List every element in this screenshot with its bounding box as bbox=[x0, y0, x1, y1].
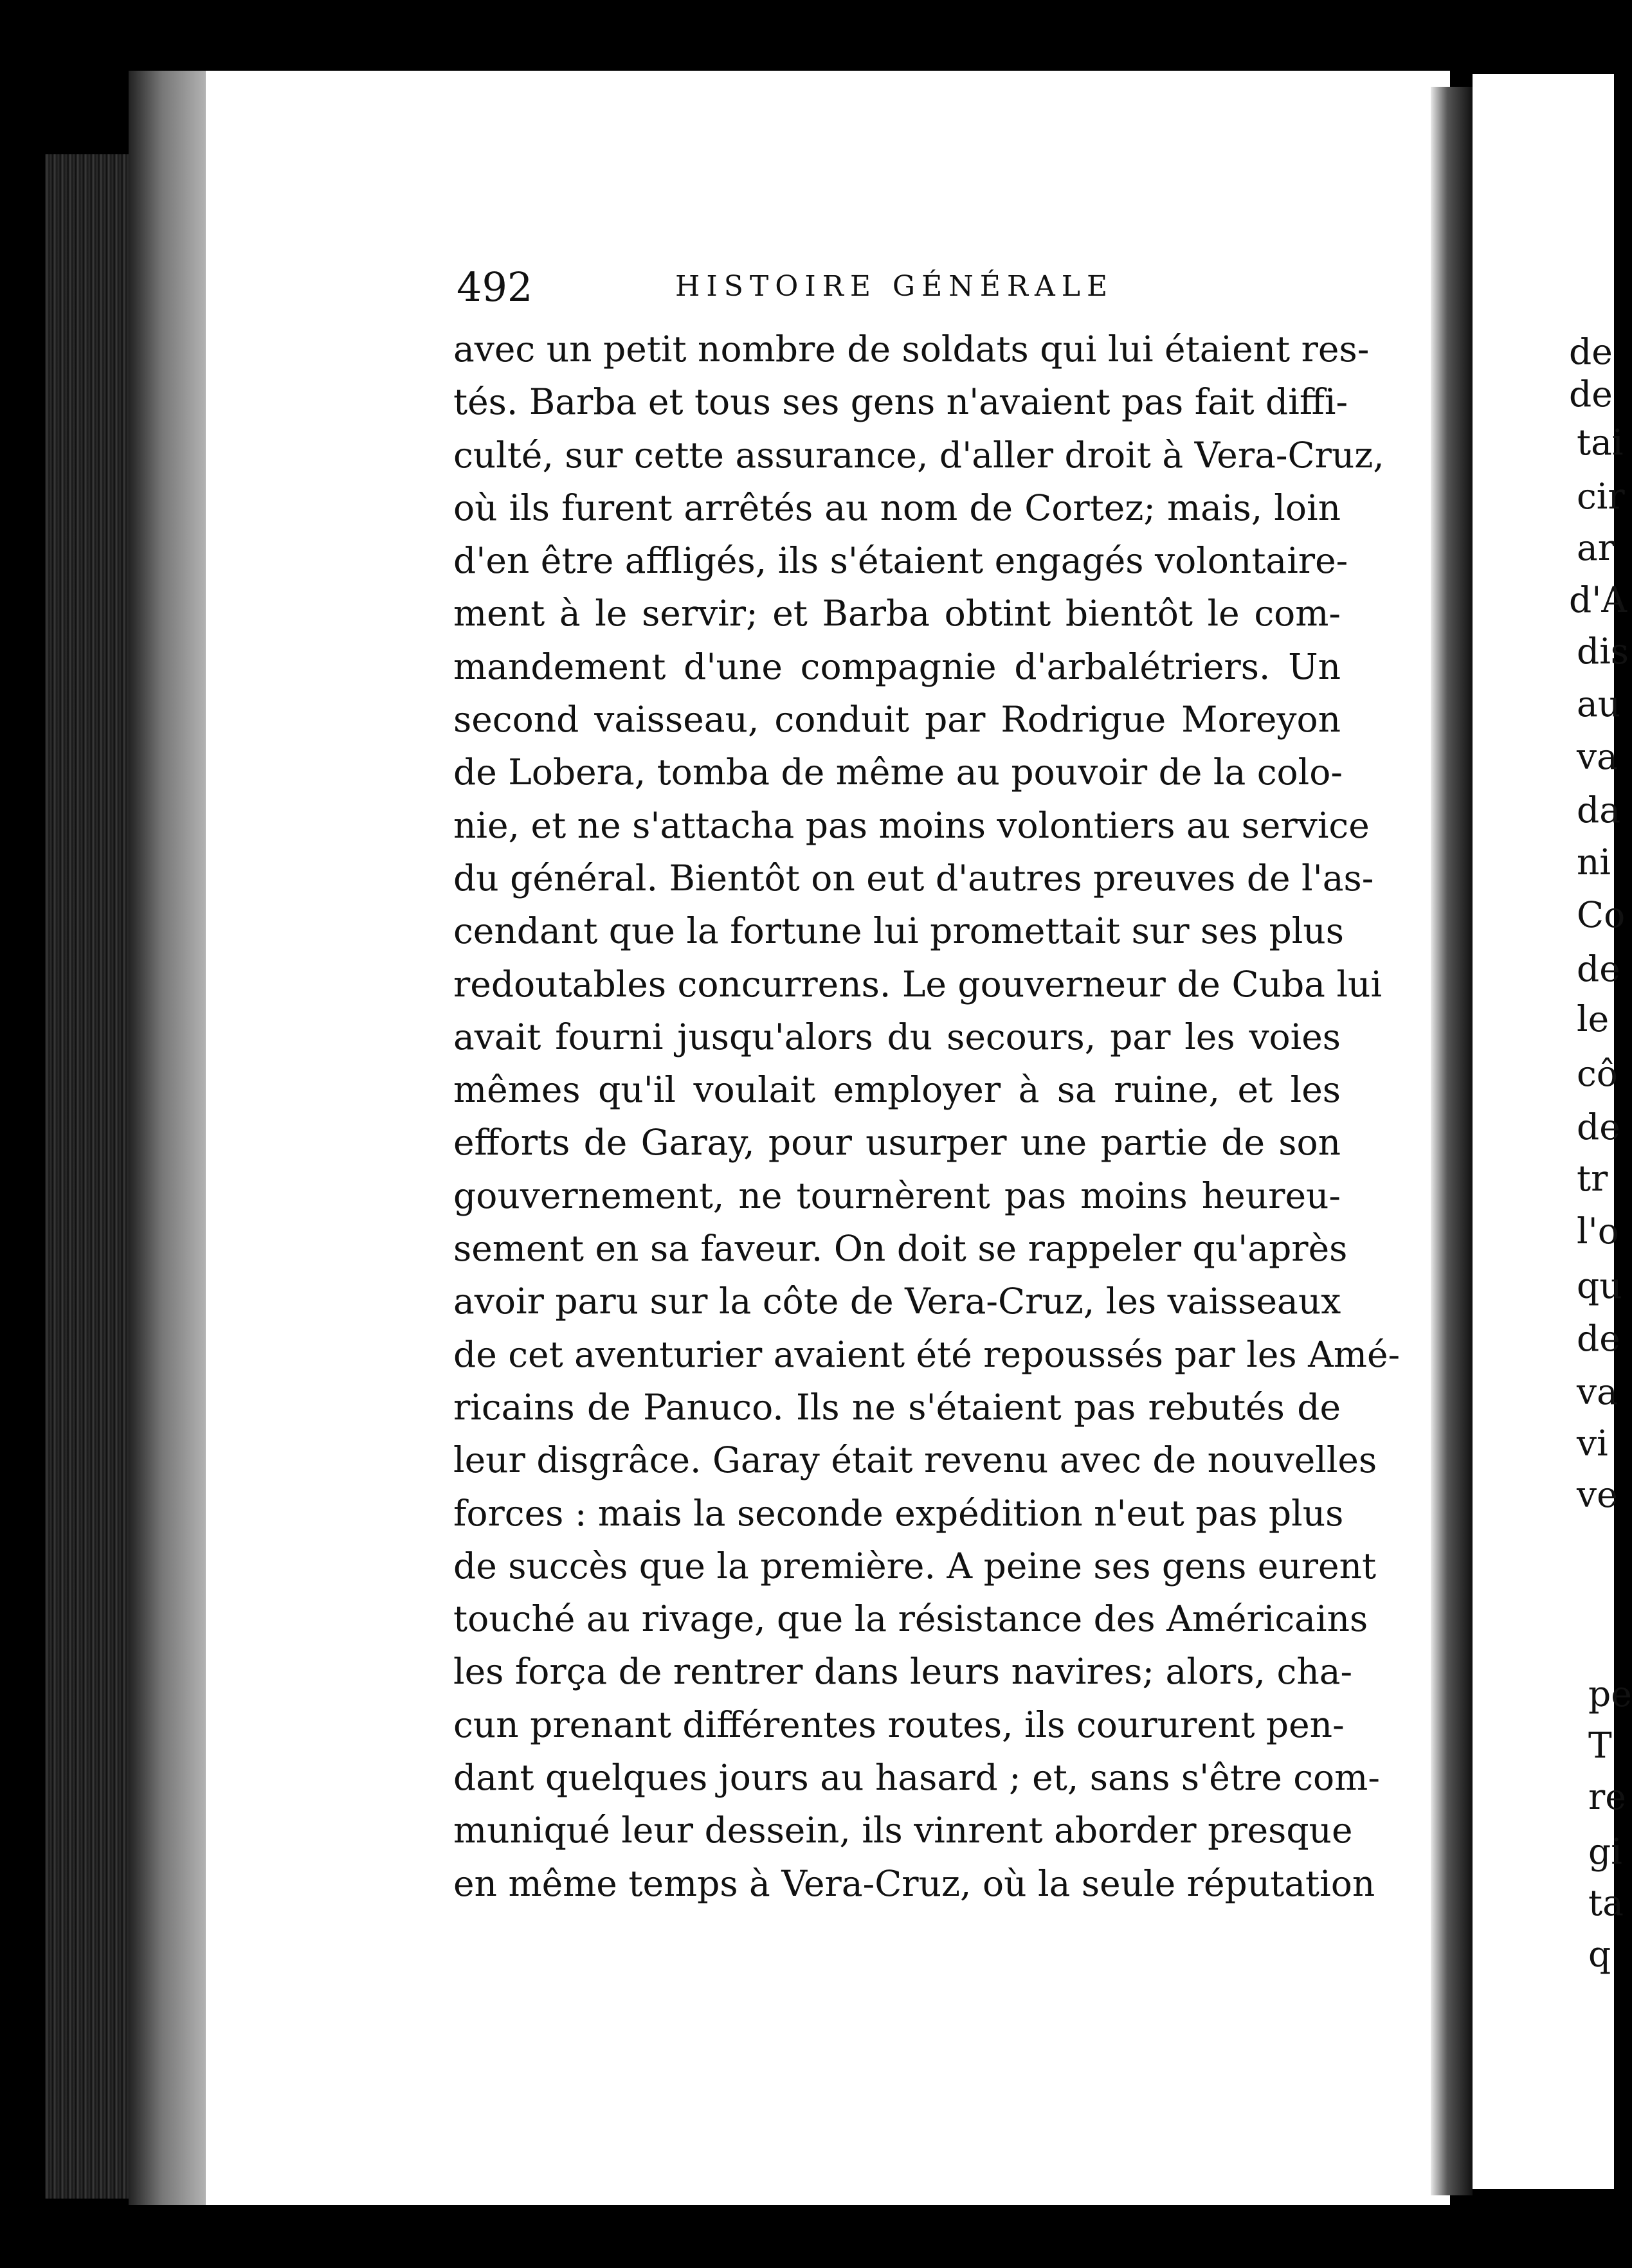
text-line: efforts de Garay, pour usurper une partie de son bbox=[453, 1122, 1341, 1164]
text-line: forces : mais la seconde expédition n'eut pas plus bbox=[453, 1492, 1344, 1534]
facing-page-fragment: pe bbox=[1588, 1673, 1632, 1715]
facing-page bbox=[1473, 74, 1632, 2189]
facing-page-fragment: va bbox=[1577, 736, 1618, 777]
text-line: du général. Bientôt on eut d'autres preuves de l'as- bbox=[453, 857, 1374, 899]
facing-page-fragment: ni bbox=[1577, 842, 1611, 883]
text-line: dant quelques jours au hasard ; et, sans s'être com- bbox=[453, 1757, 1380, 1799]
text-line: où ils furent arrêtés au nom de Cortez; mais, loin bbox=[453, 487, 1341, 528]
book-gutter bbox=[1431, 87, 1473, 2195]
text-line: nie, et ne s'attacha pas moins volontiers au service bbox=[453, 804, 1370, 846]
text-line: en même temps à Vera-Cruz, où la seule réputation bbox=[453, 1862, 1375, 1904]
text-line: avait fourni jusqu'alors du secours, par les voies bbox=[453, 1016, 1341, 1058]
text-line: de succès que la première. A peine ses gens eurent bbox=[453, 1545, 1377, 1587]
text-line: second vaisseau, conduit par Rodrigue Moreyon bbox=[453, 699, 1341, 741]
text-line: touché au rivage, que la résistance des Américains bbox=[453, 1598, 1368, 1640]
facing-page-fragment: va bbox=[1577, 1371, 1618, 1412]
facing-page-fragment: gi bbox=[1588, 1831, 1622, 1872]
facing-page-fragment: de bbox=[1569, 331, 1613, 372]
text-line: cun prenant différentes routes, ils coururent pen- bbox=[453, 1704, 1345, 1745]
text-line: culté, sur cette assurance, d'aller droit à Vera-Cruz, bbox=[453, 434, 1384, 476]
text-line: d'en être affligés, ils s'étaient engagés volontaire- bbox=[453, 540, 1348, 582]
text-line: mandement d'une compagnie d'arbalétriers. Un bbox=[453, 645, 1341, 687]
text-line: les força de rentrer dans leurs navires; alors, cha- bbox=[453, 1651, 1353, 1693]
text-line: de Lobera, tomba de même au pouvoir de la colo- bbox=[453, 752, 1343, 793]
facing-page-fragment: de bbox=[1577, 948, 1620, 989]
text-line: leur disgrâce. Garay était revenu avec de nouvelles bbox=[453, 1439, 1377, 1481]
facing-page-fragment: l'o bbox=[1577, 1210, 1619, 1252]
facing-page-fragment: ve bbox=[1577, 1474, 1618, 1515]
facing-page-fragment: de bbox=[1577, 1318, 1620, 1359]
text-line: gouvernement, ne tournèrent pas moins heureu- bbox=[453, 1174, 1341, 1216]
facing-page-fragment: qu bbox=[1577, 1265, 1622, 1306]
facing-page-fragment: de bbox=[1577, 1106, 1620, 1148]
facing-page-fragment: dis bbox=[1577, 631, 1629, 672]
page-number: 492 bbox=[457, 264, 533, 310]
running-head: HISTOIRE GÉNÉRALE bbox=[675, 270, 1114, 303]
facing-page-fragment: Co bbox=[1577, 894, 1626, 935]
text-line: redoutables concurrens. Le gouverneur de Cuba lui bbox=[453, 963, 1383, 1005]
facing-page-fragment: d'A bbox=[1569, 579, 1627, 620]
facing-page-fragment: tr bbox=[1577, 1158, 1608, 1199]
facing-page-fragment: cir bbox=[1577, 476, 1625, 517]
facing-page-fragment: ta bbox=[1588, 1882, 1624, 1923]
facing-page-fragment: le bbox=[1577, 998, 1609, 1040]
text-line: mêmes qu'il voulait employer à sa ruine, et les bbox=[453, 1069, 1341, 1111]
facing-page-fragment: re bbox=[1588, 1776, 1626, 1817]
page-edge-shadow bbox=[129, 71, 212, 2205]
facing-page-fragment: cô bbox=[1577, 1053, 1618, 1094]
text-line: de cet aventurier avaient été repoussés par les Amé- bbox=[453, 1333, 1401, 1375]
text-line: ricains de Panuco. Ils ne s'étaient pas rebutés de bbox=[453, 1386, 1341, 1428]
text-line: avoir paru sur la côte de Vera-Cruz, les vaisseaux bbox=[453, 1281, 1341, 1322]
text-line: cendant que la fortune lui promettait sur ses plus bbox=[453, 910, 1344, 952]
body-text bbox=[453, 323, 1401, 1910]
text-line: muniqué leur dessein, ils vinrent aborder presque bbox=[453, 1810, 1353, 1851]
facing-page-fragment: au bbox=[1577, 683, 1621, 724]
facing-page-fragment: tai bbox=[1577, 422, 1624, 463]
text-line: sement en sa faveur. On doit se rappeler qu'après bbox=[453, 1228, 1348, 1270]
text-line: avec un petit nombre de soldats qui lui étaient res- bbox=[453, 328, 1370, 370]
facing-page-fragment: de bbox=[1569, 374, 1613, 415]
facing-page-fragment: ar bbox=[1577, 527, 1615, 568]
facing-page-fragment: T bbox=[1588, 1725, 1612, 1766]
text-line: ment à le servir; et Barba obtint bientôt le com- bbox=[453, 593, 1341, 634]
facing-page-fragment: vi bbox=[1577, 1423, 1608, 1464]
text-line: tés. Barba et tous ses gens n'avaient pas fait diffi- bbox=[453, 381, 1348, 423]
facing-page-fragment: da bbox=[1577, 789, 1620, 831]
facing-page-fragment: q bbox=[1588, 1934, 1611, 1975]
